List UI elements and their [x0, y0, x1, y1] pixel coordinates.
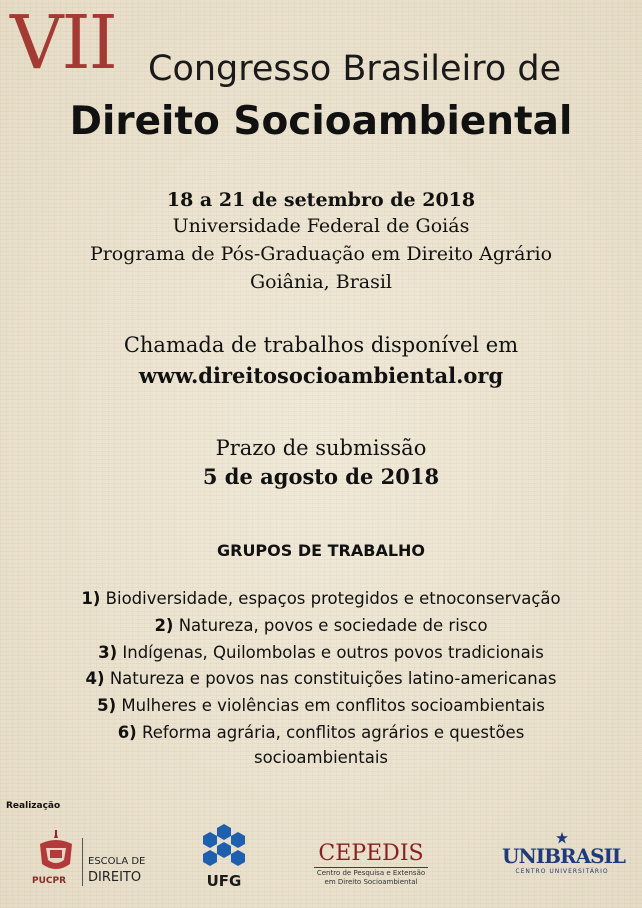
title-line-2: Direito Socioambiental — [69, 99, 573, 144]
group-item-6 — [0, 720, 642, 747]
realizacao-label: Realização — [6, 801, 61, 811]
star-icon — [556, 832, 568, 844]
group-text: Natureza, povos e sociedade de risco — [178, 616, 488, 635]
cepedis-logo — [306, 842, 436, 892]
ufg-name: UFG — [206, 872, 242, 890]
roman-numeral: VII — [10, 0, 116, 86]
group-item-4 — [0, 666, 642, 693]
group-number: 6) — [117, 723, 137, 742]
group-item-3 — [0, 640, 642, 667]
group-number: 3) — [98, 643, 118, 662]
group-item-6-continued: socioambientais — [253, 748, 389, 767]
groups-heading: GRUPOS DE TRABALHO — [216, 541, 426, 560]
unibrasil-name: UNIBRASIL — [502, 844, 625, 868]
group-text: Reforma agrária, conflitos agrários e questões — [141, 723, 525, 742]
event-dates: 18 a 21 de setembro de 2018 — [166, 189, 476, 211]
pucpr-crest-icon — [32, 830, 80, 876]
group-text: Biodiversidade, espaços protegidos e etnoconservação — [105, 589, 561, 608]
cepedis-rule — [314, 867, 428, 868]
ufg-logo — [198, 822, 250, 894]
deadline-date: 5 de agosto de 2018 — [202, 464, 440, 489]
event-program: Programa de Pós-Graduação em Direito Agrário — [89, 243, 553, 265]
group-text: Indígenas, Quilombolas e outros povos tradicionais — [122, 643, 544, 662]
cepedis-name: CEPEDIS — [318, 841, 424, 866]
cepedis-line1: Centro de Pesquisa e Extensão — [316, 869, 426, 877]
pucpr-school-line2: DIREITO — [88, 870, 142, 885]
group-number: 1) — [81, 589, 101, 608]
pucpr-divider — [82, 838, 83, 886]
group-text: Mulheres e violências em conflitos socioambientais — [121, 696, 545, 715]
deadline-label: Prazo de submissão — [215, 436, 427, 460]
group-text: Natureza e povos nas constituições latino-americanas — [109, 669, 557, 688]
pucpr-acronym: PUCPR — [32, 876, 67, 886]
group-item-2 — [0, 613, 642, 640]
ufg-hexagon-icon — [200, 822, 248, 868]
pucpr-logo — [30, 830, 150, 890]
call-text: Chamada de trabalhos disponível em — [123, 333, 519, 357]
unibrasil-logo — [502, 832, 625, 888]
cepedis-line2: em Direito Socioambiental — [324, 878, 418, 886]
group-number: 2) — [154, 616, 174, 635]
call-url[interactable]: www.direitosocioambiental.org — [138, 363, 504, 388]
group-number: 4) — [85, 669, 105, 688]
group-number: 5) — [97, 696, 117, 715]
title-line-1: Congresso Brasileiro de — [148, 49, 562, 89]
event-university: Universidade Federal de Goiás — [172, 215, 470, 237]
group-item-5 — [0, 693, 642, 720]
unibrasil-sub: CENTRO UNIVERSITÁRIO — [515, 868, 609, 875]
group-item-1 — [0, 586, 642, 613]
pucpr-school-line1: ESCOLA DE — [88, 856, 146, 867]
event-location: Goiânia, Brasil — [249, 271, 393, 293]
